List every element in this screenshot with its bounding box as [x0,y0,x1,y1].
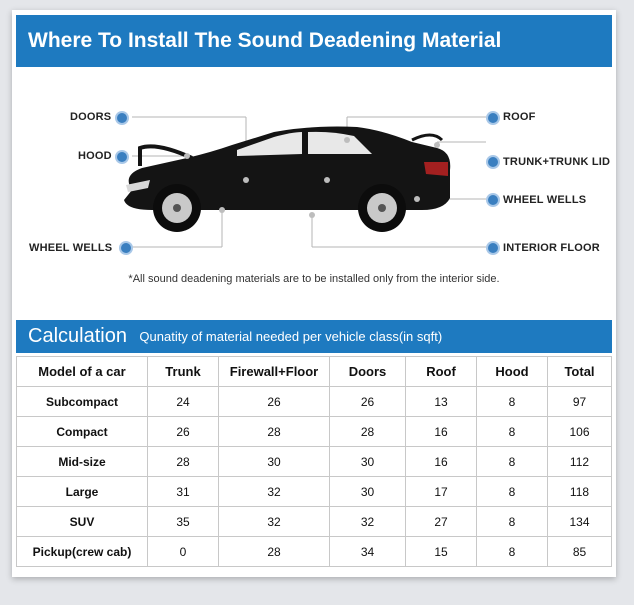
table-cell: 26 [148,417,219,447]
table-cell: 32 [219,507,330,537]
table-cell: 35 [148,507,219,537]
table-cell: 16 [406,417,477,447]
table-cell: 118 [548,477,612,507]
marker-dot [119,241,133,255]
table-cell: 30 [330,447,406,477]
table-cell: 13 [406,387,477,417]
marker-dot [486,111,500,125]
table-cell: 97 [548,387,612,417]
table-row [17,477,612,507]
table-cell: 26 [219,387,330,417]
table-cell: Large [17,477,148,507]
table-cell: Subcompact [17,387,148,417]
table-cell: 32 [330,507,406,537]
label-hood: HOOD [78,150,112,162]
table-cell: 30 [330,477,406,507]
install-note: *All sound deadening materials are to be installed only from the interior side. [128,273,500,285]
table-row [17,417,612,447]
table-cell: 8 [477,507,548,537]
label-wheel-wells-right: WHEEL WELLS [503,194,587,206]
table-cell: 112 [548,447,612,477]
car-diagram [12,70,616,325]
table-cell: Compact [17,417,148,447]
label-trunk: TRUNK+TRUNK LID [503,156,611,168]
label-interior-floor: INTERIOR FLOOR [503,242,600,254]
label-wheel-wells-left: WHEEL WELLS [29,242,113,254]
table-cell: SUV [17,507,148,537]
calculation-subtitle: Qunatity of material needed per vehicle class(in sqft) [139,329,443,344]
table-cell: 26 [330,387,406,417]
table-row [17,507,612,537]
table-cell: 28 [330,417,406,447]
table-cell: 8 [477,417,548,447]
table-cell: 28 [219,417,330,447]
column-header: Roof [406,357,477,387]
calculation-header [16,320,612,353]
table-row [17,447,612,477]
column-header: Trunk [148,357,219,387]
page-title: Where To Install The Sound Deadening Material [16,15,612,67]
table-cell: 31 [148,477,219,507]
marker-dot [486,241,500,255]
table-cell: 8 [477,447,548,477]
column-header: Total [548,357,612,387]
table-cell: 28 [148,447,219,477]
table-row [17,387,612,417]
marker-dot [486,155,500,169]
table-cell: 30 [219,447,330,477]
label-roof: ROOF [503,111,536,123]
table-cell: 32 [219,477,330,507]
car-shape [124,127,450,232]
column-header: Model of a car [17,357,148,387]
car-illustration [12,70,616,270]
marker-dot [115,111,129,125]
table-cell: 8 [477,477,548,507]
table-cell: 27 [406,507,477,537]
material-table [16,356,612,567]
table-cell: 34 [330,537,406,567]
table-cell: 15 [406,537,477,567]
table-header-row [17,357,612,387]
table-cell: 8 [477,387,548,417]
column-header: Hood [477,357,548,387]
label-doors: DOORS [70,111,112,123]
table-cell: 8 [477,537,548,567]
table-cell: 24 [148,387,219,417]
column-header: Doors [330,357,406,387]
calculation-title: Calculation [28,325,127,347]
table-cell: 17 [406,477,477,507]
table-cell: 85 [548,537,612,567]
table-cell: 28 [219,537,330,567]
infographic-card [12,10,616,577]
table-cell: Mid-size [17,447,148,477]
table-cell: 0 [148,537,219,567]
table-cell: 106 [548,417,612,447]
marker-dot [486,193,500,207]
table-row [17,537,612,567]
table-cell: 16 [406,447,477,477]
marker-dot [115,150,129,164]
table-cell: 134 [548,507,612,537]
column-header: Firewall+Floor [219,357,330,387]
table-cell: Pickup(crew cab) [17,537,148,567]
